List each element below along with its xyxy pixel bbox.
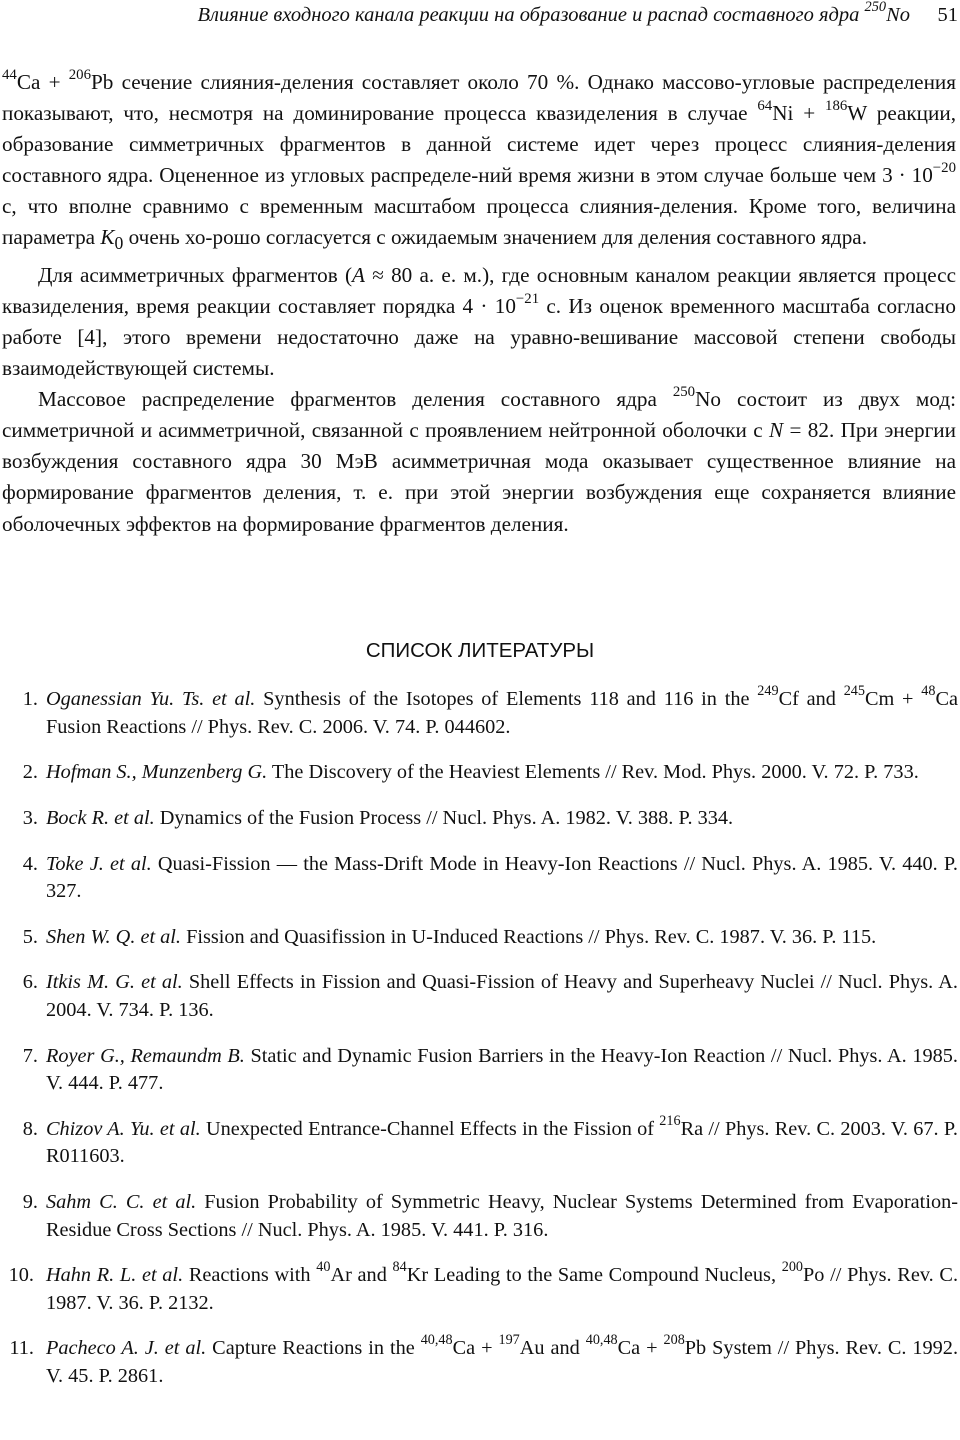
reference-superscript: 200 — [781, 1259, 803, 1276]
reference-text: The Discovery of the Heaviest Elements // Rev. Mod. Phys. 2000. V. 72. P. 733. — [267, 761, 919, 784]
reference-author: Hofman S., Munzenberg G. — [46, 761, 268, 784]
reference-superscript: 40,48 — [585, 1332, 618, 1349]
reference-number: 8. — [22, 1117, 38, 1140]
reference-text: Ra // Phys. Rev. C. 2003. V. 67. P. R011603. — [46, 1117, 958, 1168]
w-mass: 186 — [825, 97, 848, 114]
reference-text: Pb System // Phys. Rev. C. 1992. V. 45. P. 2861. — [46, 1337, 959, 1387]
p2-exponent: −21 — [515, 290, 540, 307]
reference-number: 11. — [9, 1337, 34, 1360]
a-symbol: A — [352, 262, 365, 287]
reference-text: Ca Fusion Reactions // Phys. Rev. C. 2006. V. 74. P. 044602. — [46, 688, 958, 738]
reference-text: Quasi-Fission — the Mass-Drift Mode in Heavy-Ion Reactions // Nucl. Phys. A. 1985. V. 440. P. 327. — [46, 852, 958, 903]
reference-author: Pacheco A. J. et al. — [46, 1337, 207, 1360]
reference-item — [4, 1259, 959, 1317]
reference-text: Capture Reactions in the — [206, 1337, 421, 1360]
reference-number: 1. — [22, 688, 38, 710]
p3-text-3: = 82. При энергии возбуждения составного ядра 30 МэВ асимметричная мода оказывает существенное влияние на формирование фрагментов деления, т. е. при этой энергии возбуждения еще сохраняется влияние оболочечных эффектов на формирование фрагментов деления. — [2, 418, 956, 536]
reference-superscript: 40,48 — [420, 1332, 453, 1349]
body-text — [2, 67, 956, 540]
reference-author: Chizov A. Yu. et al. — [46, 1117, 201, 1140]
paragraph-3 — [2, 384, 956, 539]
reference-text: Synthesis of the Isotopes of Elements 118 and 116 in the — [255, 688, 758, 710]
p1-text-3: с, что вполне сравнимо с временным масштабом процесса слияния-деления. Кроме того, величина параметра — [2, 194, 956, 250]
reference-author: Bock R. et al. — [46, 806, 155, 829]
running-header — [0, 2, 960, 28]
reference-author: Sahm C. C. et al. — [46, 1191, 197, 1213]
reference-superscript: 48 — [921, 683, 936, 700]
reference-item — [4, 969, 958, 1024]
running-title-text: Влияние входного канала реакции на образование и распад составного ядра — [197, 4, 865, 26]
reference-number: 3. — [22, 806, 38, 829]
reference-text: Reactions with — [183, 1264, 317, 1287]
reference-text: Shell Effects in Fission and Quasi-Fission of Heavy and Superheavy Nuclei // Nucl. Phys. A. 2004. V. 734. P. 136. — [46, 971, 958, 1021]
running-title-nucleus: No — [886, 4, 910, 26]
reference-text: Unexpected Entrance-Channel Effects in the Fission of — [200, 1117, 660, 1140]
reference-item — [4, 1189, 958, 1244]
p1-text-2: W реакции, образование симметричных фрагментов в данной системе идет через процесс слияния-деления составного ядра. Оцененное из угловых распределе-ний время жизни в этом случае больше чем 3 · 10 — [2, 101, 956, 188]
running-title-mass: 250 — [864, 0, 887, 16]
reference-text: Po // Phys. Rev. C. 1987. V. 36. P. 2132. — [46, 1264, 959, 1314]
p2-text-1: Для асимметричных фрагментов ( — [38, 262, 353, 287]
paragraph-1 — [2, 67, 956, 260]
running-title — [198, 2, 910, 28]
reference-list — [4, 683, 959, 1409]
reference-superscript: 245 — [843, 683, 865, 700]
reference-number: 4. — [22, 852, 38, 875]
reference-author: Shen W. Q. et al. — [46, 925, 182, 948]
reference-item — [4, 1043, 958, 1098]
reference-number: 2. — [22, 761, 38, 784]
paragraph-2 — [2, 260, 956, 384]
p1-text-4: очень хо-рошо согласуется с ожидаемым значением для деления составного ядра. — [123, 225, 867, 250]
k-symbol: K — [100, 225, 115, 250]
reference-superscript: 84 — [392, 1259, 407, 1276]
reference-item — [4, 851, 958, 906]
reference-number: 6. — [22, 971, 38, 994]
reference-author: Oganessian Yu. Ts. et al. — [46, 688, 256, 710]
reference-text: Ca + — [452, 1337, 499, 1360]
ca-mass: 44 — [2, 66, 17, 83]
p2-text-2: ≈ 80 а. е. м.), где основным каналом реакции является процесс квазиделения, время реакции составляет порядка 4 · 10 — [2, 262, 956, 318]
reference-item — [4, 924, 958, 952]
reference-number: 5. — [22, 925, 38, 948]
reference-superscript: 208 — [663, 1332, 685, 1349]
p1-text-1: Pb сечение слияния-деления составляет около 70 %. Однако массово-угловые распределения показывают, что, несмотря на доминирование процесса квазиделения в случае — [2, 70, 956, 126]
reference-author: Royer G., Remaundm B. — [46, 1044, 245, 1067]
p3-text-1: Массовое распределение фрагментов деления составного ядра — [38, 387, 673, 412]
p1-ni: Ni + — [772, 101, 826, 126]
ni-mass: 64 — [757, 97, 773, 114]
reference-text: Static and Dynamic Fusion Barriers in the Heavy-Ion Reaction // Nucl. Phys. A. 1985. V. 444. P. 477. — [46, 1044, 959, 1095]
reference-text: Fusion Probability of Symmetric Heavy, Nuclear Systems Determined from Evaporation-Residue Cross Sections // Nucl. Phys. A. 1985. V. 441. P. 316. — [46, 1191, 958, 1241]
reference-text: Kr Leading to the Same Compound Nucleus, — [406, 1264, 782, 1287]
references-heading: СПИСОК ЛИТЕРАТУРЫ — [365, 639, 595, 662]
pb-mass: 206 — [68, 66, 91, 83]
reference-superscript: 40 — [316, 1259, 331, 1276]
reference-text: Au and — [519, 1337, 586, 1360]
reference-text: Cm + — [864, 688, 922, 710]
reference-number: 10. — [8, 1264, 34, 1287]
reference-author: Itkis M. G. et al. — [46, 971, 183, 994]
reference-item — [4, 759, 958, 787]
reference-superscript: 197 — [498, 1332, 520, 1349]
reference-item — [4, 683, 958, 741]
reference-text: Ca + — [617, 1337, 664, 1360]
reference-text: Cf and — [778, 688, 844, 710]
page-number: 51 — [937, 4, 958, 26]
k-subscript: 0 — [114, 233, 124, 254]
reference-text: Dynamics of the Fusion Process // Nucl. Phys. A. 1982. V. 388. P. 334. — [154, 806, 734, 829]
p2-text-3: с. Из оценок временного масштаба согласно работе [4], этого времени недостаточно даже на уравно-вешивание массовой степени свободы взаимодействующей системы. — [2, 293, 956, 381]
reference-item — [4, 1112, 958, 1171]
reference-author: Toke J. et al. — [46, 852, 152, 875]
reference-superscript: 249 — [757, 683, 779, 700]
reference-item — [4, 805, 958, 833]
reference-text: Ar and — [330, 1264, 393, 1287]
reference-number: 9. — [22, 1191, 38, 1213]
p1-ca: Ca + — [16, 70, 69, 94]
p3-text-2: No состоит из двух мод: симметричной и асимметричной, связанной с проявлением нейтронной оболочки с — [2, 387, 956, 443]
reference-author: Hahn R. L. et al. — [46, 1264, 184, 1287]
reference-text: Fission and Quasifission in U-Induced Reactions // Phys. Rev. C. 1987. V. 36. P. 115. — [181, 925, 877, 948]
reference-superscript: 216 — [659, 1112, 681, 1129]
reference-item — [4, 1332, 959, 1390]
reference-number: 7. — [22, 1044, 38, 1067]
p1-exponent: −20 — [932, 160, 956, 176]
n-symbol: N — [768, 418, 784, 443]
no-mass: 250 — [672, 383, 696, 400]
